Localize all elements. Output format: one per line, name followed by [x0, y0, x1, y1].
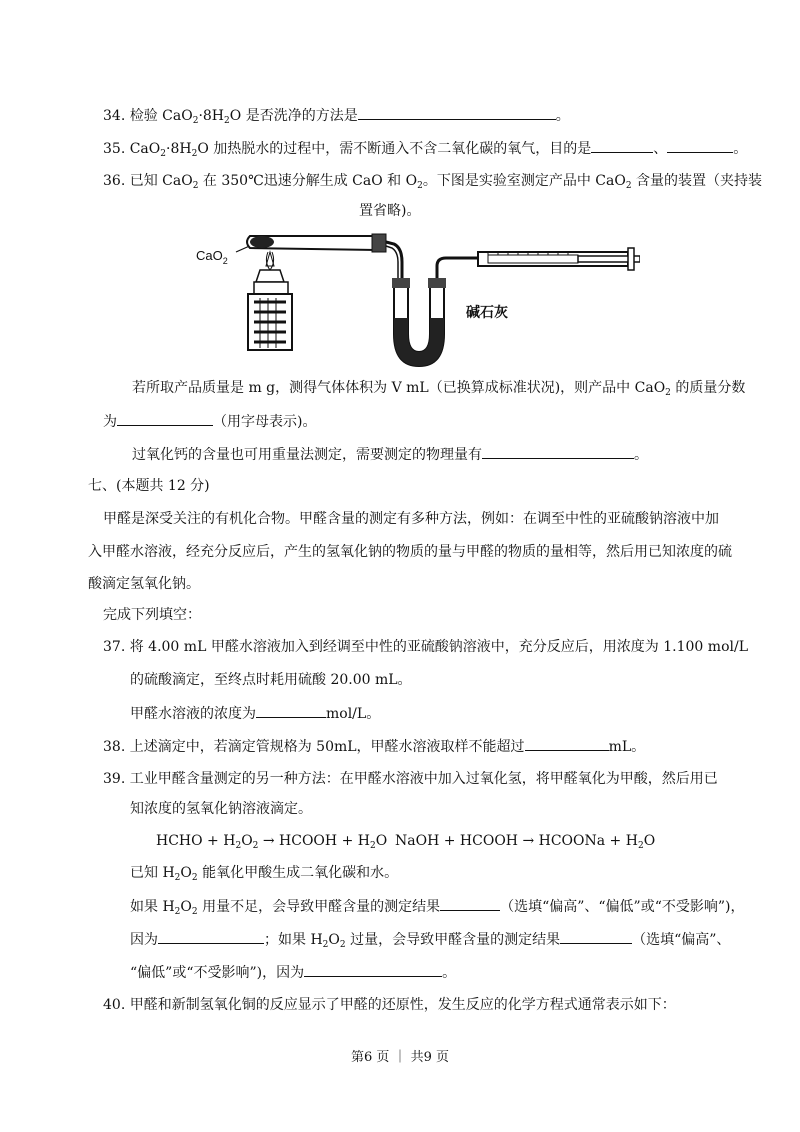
section-7-heading: 七、(本题共 12 分)	[88, 478, 210, 494]
subscript: 2	[369, 841, 376, 851]
punctuation: 。	[442, 965, 457, 981]
answer-blank[interactable]	[560, 929, 632, 944]
subscript: 2	[665, 388, 671, 398]
answer-blank[interactable]	[256, 703, 326, 718]
question-text: O 是否洗净的方法是	[229, 108, 358, 124]
question-36-line2: 置省略)。	[359, 203, 421, 219]
experiment-apparatus-figure	[188, 222, 640, 372]
equation-text: → HCOOH + H	[258, 833, 370, 849]
question-number: 34.	[103, 108, 126, 124]
subscript: 2	[191, 907, 198, 917]
answer-blank[interactable]	[667, 138, 733, 153]
subscript: 2	[174, 907, 181, 917]
subscript: 2	[224, 116, 230, 126]
answer-blank[interactable]	[158, 929, 264, 944]
outlet-tube	[437, 258, 480, 278]
question-text: O	[328, 932, 340, 948]
q36-paragraph-line1	[132, 378, 745, 398]
question-number: 35.	[103, 141, 126, 157]
subscript: 2	[192, 116, 199, 126]
subscript: 2	[235, 841, 242, 851]
punctuation: 、	[653, 141, 668, 157]
question-39	[103, 769, 718, 789]
question-text: “偏低”或“不受影响”)，因为	[130, 965, 305, 981]
section-7-instruction: 完成下列填空：	[103, 607, 201, 623]
subscript: 2	[252, 841, 259, 851]
subscript: 2	[322, 940, 329, 950]
question-text: 能氧化甲酸生成二氧化碳和水。	[197, 865, 399, 881]
answer-blank[interactable]	[482, 444, 634, 459]
subscript: 2	[192, 181, 199, 191]
subscript: 2	[417, 181, 423, 191]
alcohol-lamp	[248, 252, 292, 350]
question-text: ；如果 H	[264, 932, 323, 948]
punctuation: 。	[555, 108, 570, 124]
equation-text: O	[375, 833, 388, 849]
question-text: O	[180, 865, 192, 881]
question-text: mol/L。	[326, 706, 381, 722]
delivery-tube	[386, 242, 402, 280]
question-number: 39.	[103, 771, 126, 787]
question-34	[103, 105, 570, 126]
subscript: 2	[625, 181, 632, 191]
question-text: （选填“偏高”、“偏低”或“不受影响”)，	[500, 899, 745, 915]
question-text: 如果 H	[130, 899, 175, 915]
answer-blank[interactable]	[358, 105, 556, 120]
subscript: 2	[174, 873, 181, 883]
subscript: 2	[637, 841, 644, 851]
equation-text: O	[643, 833, 656, 849]
question-text: 将 4.00 mL 甲醛水溶液加入到经调至中性的亚硫酸钠溶液中，充分反应后，用浓度为 1.100 mol/L	[129, 639, 748, 655]
question-text: O 加热脱水的过程中，需不断通入不含二氧化碳的氧气，目的是	[197, 141, 592, 157]
question-text: 含量的装置（夹持装	[631, 173, 763, 189]
equation-text: O	[241, 833, 253, 849]
answer-blank[interactable]	[591, 138, 653, 153]
answer-blank[interactable]	[117, 411, 213, 426]
question-text: 已知 CaO	[129, 173, 193, 189]
punctuation: 。	[634, 447, 648, 463]
question-text: 上述滴定中，若滴定管规格为 50mL，甲醛水溶液取样不能超过	[129, 739, 525, 755]
equation-1	[156, 831, 387, 851]
soda-lime-label: 碱石灰	[466, 305, 508, 321]
question-number: 37.	[103, 639, 126, 655]
question-text: （用字母表示)。	[213, 414, 317, 430]
question-number: 40.	[103, 997, 126, 1013]
question-text: O	[180, 899, 192, 915]
question-number: 38.	[103, 739, 126, 755]
section-7-intro-3: 酸滴定氢氧化钠。	[88, 576, 200, 592]
question-text: 过量，会导致甲醛含量的测定结果	[345, 932, 561, 948]
question-text: 已知 H	[130, 865, 175, 881]
question-text: CaO	[129, 141, 161, 157]
equation-text: HCHO + H	[156, 833, 236, 849]
question-text: （选填“偏高”、	[632, 932, 731, 948]
question-text: 甲醛和新制氢氧化铜的反应显示了甲醛的还原性，发生反应的化学方程式通常表示如下：	[129, 997, 676, 1013]
question-text: 甲醛水溶液的浓度为	[130, 706, 256, 722]
q36-paragraph-3	[132, 444, 648, 465]
page-footer: 第6 页 ｜ 共9 页	[350, 1050, 450, 1065]
question-text: 工业甲醛含量测定的另一种方法：在甲醛水溶液中加入过氧化氢，将甲醛氧化为甲酸，然后用已	[129, 771, 718, 787]
answer-blank[interactable]	[525, 736, 609, 751]
question-text: ·8H	[166, 141, 192, 157]
question-text: 因为	[130, 932, 158, 948]
question-37	[103, 637, 748, 657]
question-40	[103, 995, 676, 1015]
q39-because	[130, 929, 730, 950]
cao2-label: CaO$_2$	[196, 248, 228, 266]
answer-blank[interactable]	[304, 962, 442, 977]
answer-blank[interactable]	[440, 896, 500, 911]
gas-syringe	[478, 248, 640, 270]
question-35	[103, 138, 747, 159]
subscript: 2	[191, 873, 198, 883]
q39-last	[130, 962, 456, 983]
question-text: mL。	[608, 739, 646, 755]
subscript: 2	[160, 149, 166, 159]
q36-paragraph-line2	[103, 411, 316, 432]
question-37-line3	[130, 703, 380, 724]
equation-text: NaOH + HCOOH → HCOONa + H	[395, 833, 638, 849]
question-text: 。下图是实验室测定产品中 CaO	[422, 173, 626, 189]
question-text: 检验 CaO	[129, 108, 193, 124]
question-38	[103, 736, 645, 757]
punctuation: 。	[733, 141, 748, 157]
q39-known	[130, 863, 398, 883]
question-text: 在 350℃迅速分解生成 CaO 和 O	[198, 173, 418, 189]
question-39-line2: 知浓度的氢氧化钠溶液滴定。	[130, 801, 312, 817]
question-text: 为	[103, 414, 117, 430]
subscript: 2	[191, 149, 198, 159]
question-text: 若所取产品质量是 m g，测得气体体积为 V mL（已换算成标准状况)，则产品中 CaO	[132, 380, 666, 396]
question-text: 用量不足，会导致甲醛含量的测定结果	[197, 899, 441, 915]
question-number: 36.	[103, 173, 126, 189]
question-36	[103, 171, 762, 191]
q39-condition	[130, 896, 744, 917]
section-7-intro-1: 甲醛是深受关注的有机化合物。甲醛含量的测定有多种方法，例如：在调至中性的亚硫酸钠溶液中加	[103, 511, 719, 527]
test-tube	[247, 234, 386, 252]
subscript: 2	[339, 940, 346, 950]
section-7-intro-2: 入甲醛水溶液，经充分反应后，产生的氢氧化钠的物质的量与甲醛的物质的量相等，然后用已知浓度的硫	[88, 544, 732, 560]
question-text: 过氧化钙的含量也可用重量法测定，需要测定的物理量有	[132, 447, 482, 463]
question-37-line2: 的硫酸滴定，至终点时耗用硫酸 20.00 mL。	[130, 672, 412, 688]
question-text: ·8H	[198, 108, 225, 124]
u-tube	[392, 278, 446, 366]
question-text: 的质量分数	[670, 380, 746, 396]
equation-2	[395, 831, 655, 851]
